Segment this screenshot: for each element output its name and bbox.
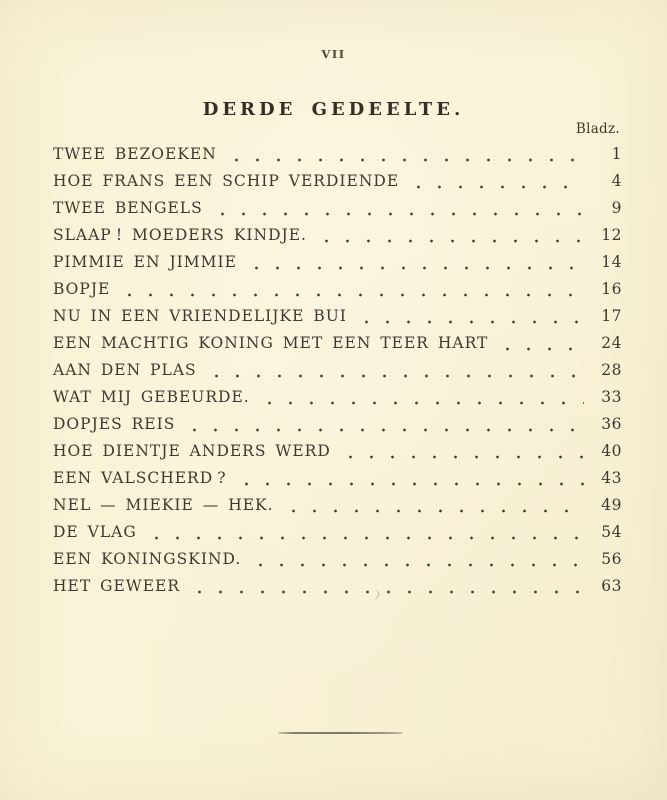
toc-entry-page: 12: [601, 226, 622, 244]
toc-entry-title: NEL — MIEKIE — HEK.: [53, 496, 274, 514]
toc-row: [53, 141, 622, 168]
toc-entry-page: 43: [601, 469, 622, 487]
toc-row: [53, 276, 622, 303]
page-column-header: Bladz.: [575, 121, 620, 137]
toc-entry-title: EEN MACHTIG KONING MET EEN TEER HART: [53, 334, 489, 352]
toc-entry-page: 4: [611, 172, 622, 190]
toc-entry-page: 17: [601, 307, 622, 325]
toc-row: [53, 573, 622, 600]
toc-entry-page: 16: [601, 280, 622, 298]
toc-entry-page: 54: [601, 523, 622, 541]
toc-row: [53, 411, 622, 438]
page-folio: VII: [321, 47, 346, 61]
toc-row: [53, 249, 622, 276]
dot-leader: [180, 573, 596, 600]
dot-leader: [175, 411, 596, 438]
dot-leader: [227, 465, 596, 492]
toc-entry-page: 1: [611, 145, 622, 163]
toc-entry-page: 28: [601, 361, 622, 379]
toc-entry-title: TWEE BEZOEKEN: [53, 145, 217, 163]
toc-entry-page: 49: [601, 496, 622, 514]
toc-row: [53, 384, 622, 411]
toc-entry-title: EEN VALSCHERD ?: [53, 469, 227, 487]
toc-entry-title: AAN DEN PLAS: [53, 361, 197, 379]
dot-leader: [274, 492, 596, 519]
toc-row: [53, 330, 622, 357]
toc-entry-title: DOPJES REIS: [53, 415, 176, 433]
dot-leader: [203, 195, 596, 222]
toc-entry-page: 56: [601, 550, 622, 568]
dot-leader: [137, 519, 596, 546]
toc-entry-title: TWEE BENGELS: [53, 199, 203, 217]
dot-leader: [237, 249, 596, 276]
toc-entry-page: 9: [611, 199, 622, 217]
dot-leader: [347, 303, 596, 330]
toc-entry-page: 14: [601, 253, 622, 271]
section-heading: DERDE GEDEELTE.: [202, 99, 465, 120]
dot-leader: [399, 168, 596, 195]
toc-entry-page: 24: [601, 334, 622, 352]
dot-leader: [307, 222, 596, 249]
toc-row: [53, 492, 622, 519]
dot-leader: [488, 330, 596, 357]
toc-entry-title: WAT MIJ GEBEURDE.: [53, 388, 250, 406]
toc-entry-page: 33: [601, 388, 622, 406]
toc-row: [53, 222, 622, 249]
toc-entry-title: DE VLAG: [53, 523, 137, 541]
end-rule: [278, 732, 403, 734]
toc-entry-title: HOE DIENTJE ANDERS WERD: [53, 442, 331, 460]
toc-row: [53, 168, 622, 195]
dot-leader: [197, 357, 596, 384]
toc-row: [53, 195, 622, 222]
toc-entry-title: NU IN EEN VRIENDELIJKE BUI: [53, 307, 347, 325]
toc-entry-title: EEN KONINGSKIND.: [53, 550, 242, 568]
toc-row: [53, 465, 622, 492]
toc-entry-title: BOPJE: [53, 280, 111, 298]
toc-entry-page: 36: [601, 415, 622, 433]
dot-leader: [217, 141, 596, 168]
toc-entry-page: 63: [601, 577, 622, 595]
toc-row: [53, 303, 622, 330]
toc-row: [53, 438, 622, 465]
dot-leader: [110, 276, 596, 303]
toc-row: [53, 357, 622, 384]
toc-entry-title: SLAAP ! MOEDERS KINDJE.: [53, 226, 307, 244]
toc-entry-title: HET GEWEER: [53, 577, 181, 595]
dot-leader: [331, 438, 596, 465]
toc-entry-title: PIMMIE EN JIMMIE: [53, 253, 237, 271]
toc-entry-title: HOE FRANS EEN SCHIP VERDIENDE: [53, 172, 400, 190]
dot-leader: [241, 546, 596, 573]
toc-entry-page: 40: [601, 442, 622, 460]
table-of-contents: [53, 141, 622, 600]
toc-row: [53, 519, 622, 546]
toc-row: [53, 546, 622, 573]
dot-leader: [250, 384, 596, 411]
